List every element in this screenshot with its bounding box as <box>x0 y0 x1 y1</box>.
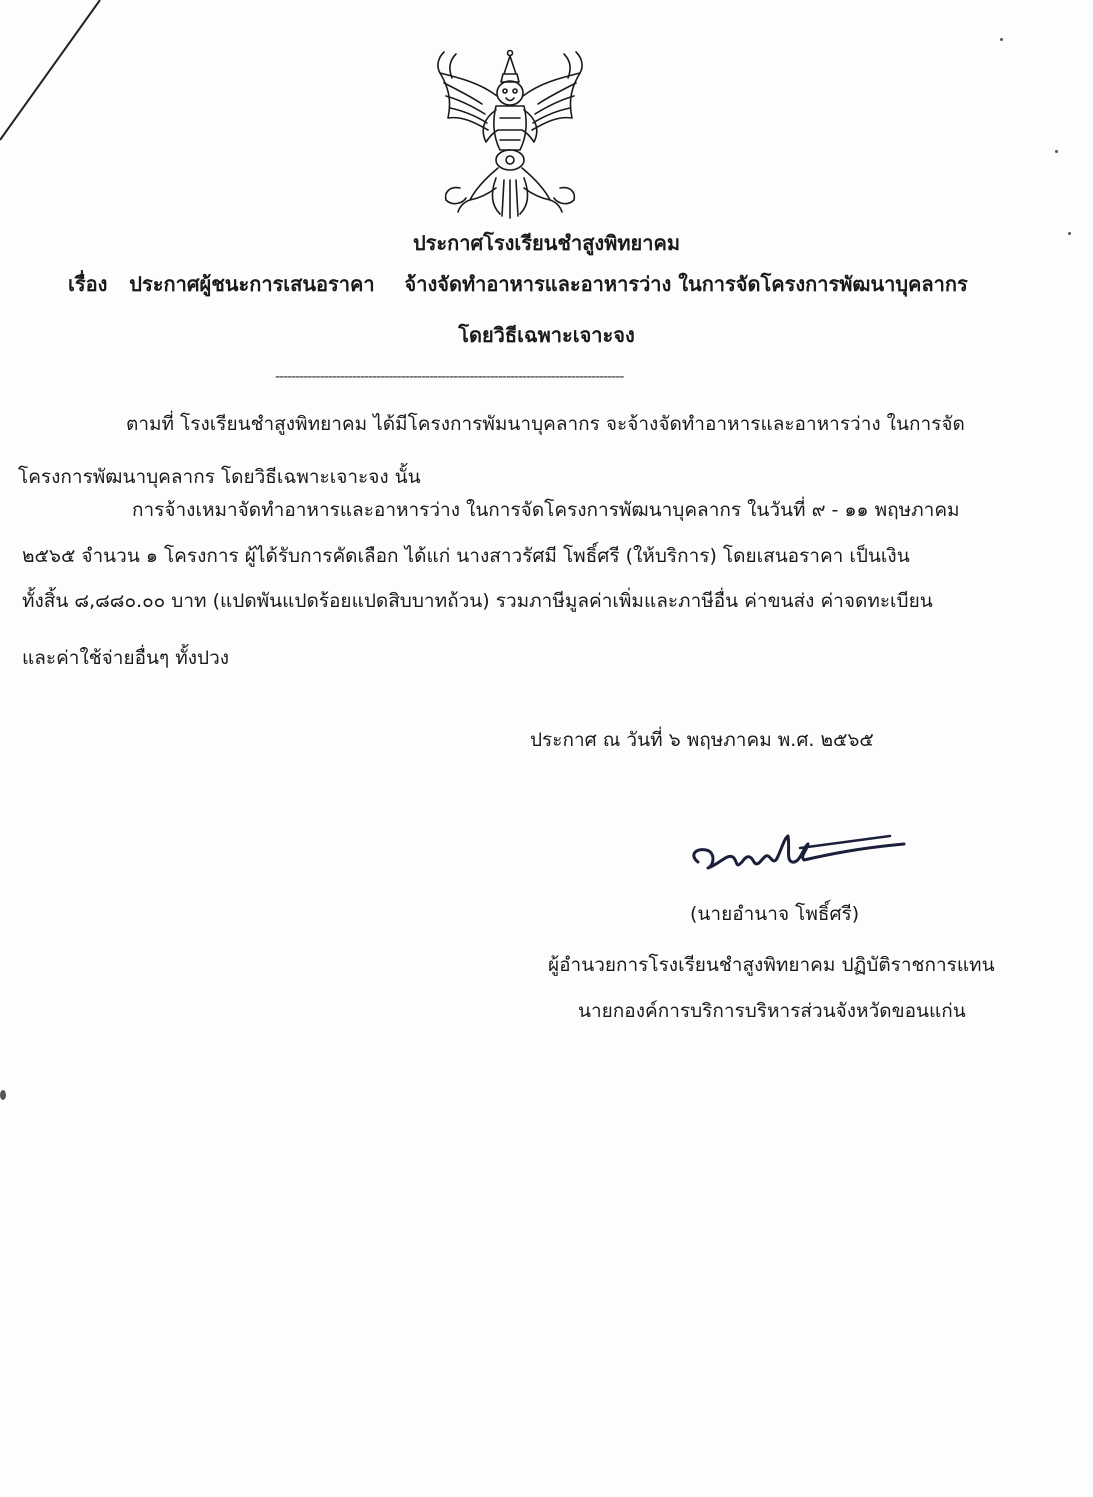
scan-speck <box>1000 38 1003 41</box>
scan-speck <box>1055 150 1058 153</box>
subject-part1: ประกาศผู้ชนะการเสนอราคา <box>129 272 375 296</box>
signer-position-line-1: ผู้อำนวยการโรงเรียนชำสูงพิทยาคม ปฏิบัติราชการแทน <box>548 954 995 976</box>
body-line-4: ๒๕๖๕ จำนวน ๑ โครงการ ผู้ได้รับการคัดเลือก ได้แก่ นางสาวรัศมี โพธิ์ศรี (ให้บริการ) โดยเสนอราคา เป็นเงิน <box>22 545 910 567</box>
body-line-1: ตามที่ โรงเรียนชำสูงพิทยาคม ได้มีโครงการพัมนาบุคลากร จะจ้างจัดทำอาหารและอาหารว่าง ในการจัด <box>126 413 965 435</box>
body-line-3: การจ้างเหมาจัดทำอาหารและอาหารว่าง ในการจัดโครงการพัฒนาบุคลากร ในวันที่ ๙ - ๑๑ พฤษภาคม <box>132 499 960 521</box>
separator-line: -------------------------------------------------------------------------------------- <box>275 369 624 385</box>
signer-position-line-2: นายกองค์การบริการบริหารส่วนจังหวัดขอนแก่น <box>578 1000 966 1022</box>
body-line-6: และค่าใช้จ่ายอื่นๆ ทั้งปวง <box>22 647 230 669</box>
subject-part2: จ้างจัดทำอาหารและอาหารว่าง ในการจัดโครงการพัฒนาบุคลากร <box>404 272 968 296</box>
scan-speck <box>0 1090 6 1100</box>
document-subject-continuation: โดยวิธีเฉพาะเจาะจง <box>458 323 635 347</box>
scan-edge-mark <box>0 0 110 150</box>
body-line-2: โครงการพัฒนาบุคลากร โดยวิธีเฉพาะเจาะจง นั้น <box>18 466 421 488</box>
document-subject <box>68 271 968 297</box>
subject-label: เรื่อง <box>68 272 108 296</box>
announcement-date: ประกาศ ณ วันที่ ๖ พฤษภาคม พ.ศ. ๒๕๖๕ <box>530 729 874 751</box>
handwritten-signature <box>680 818 910 888</box>
signer-name: (นายอำนาจ โพธิ์ศรี) <box>690 903 860 925</box>
garuda-emblem-icon <box>430 38 590 220</box>
document-title: ประกาศโรงเรียนชำสูงพิทยาคม <box>412 231 681 255</box>
body-line-5: ทั้งสิ้น ๘,๘๘๐.๐๐ บาท (แปดพันแปดร้อยแปดสิบบาทถ้วน) รวมภาษีมูลค่าเพิ่มและภาษีอื่น ค่าขนส่ง ค่าจดทะเบียน <box>22 590 933 612</box>
